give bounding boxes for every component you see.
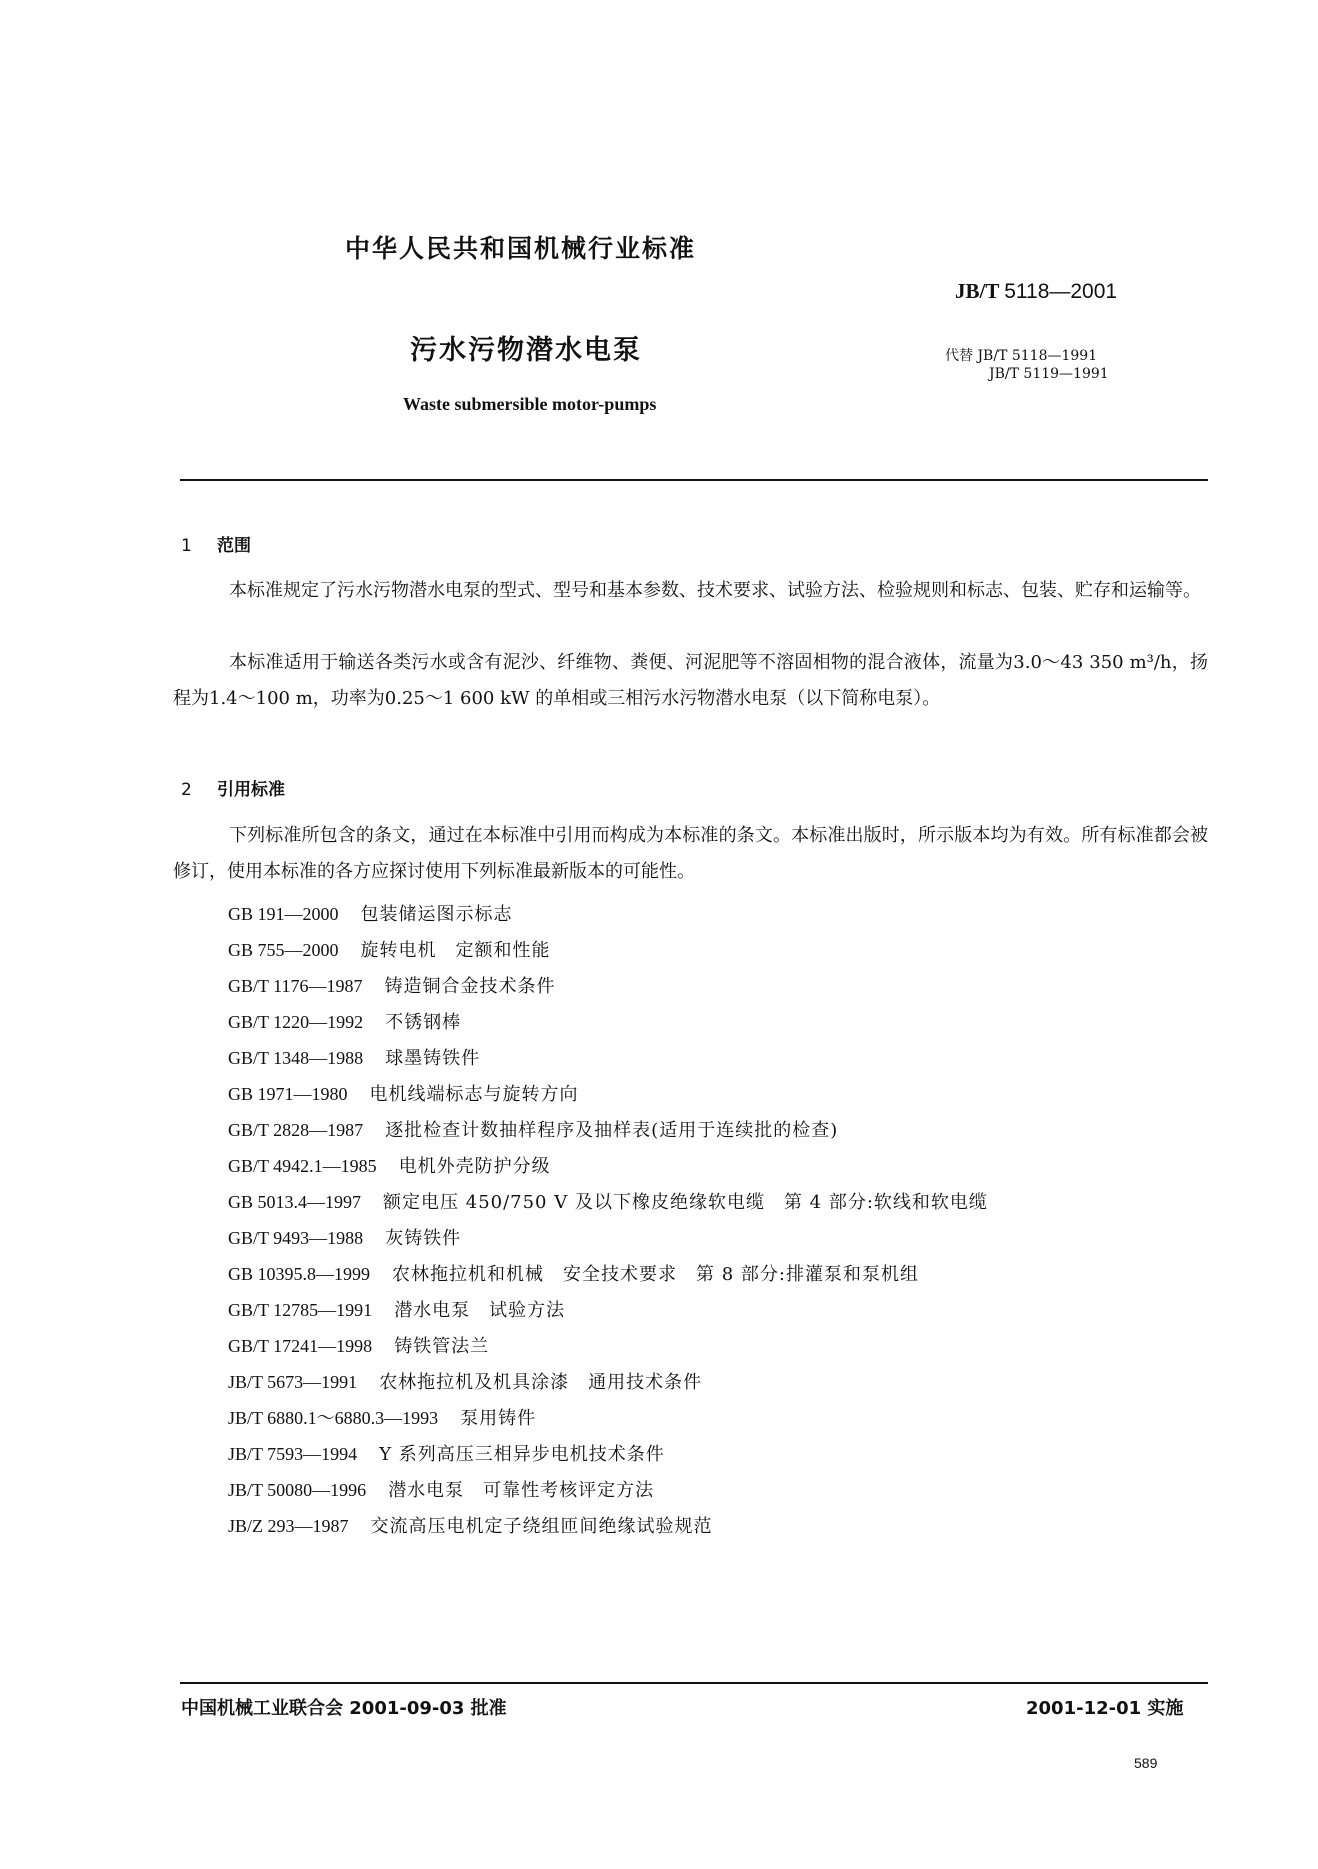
- reference-item: [228, 1040, 988, 1076]
- reference-title: 泵用铸件: [460, 1408, 537, 1429]
- reference-code: GB/T 1220—1992: [228, 1012, 364, 1032]
- section-2-heading: [181, 775, 285, 800]
- reference-item: [228, 1148, 988, 1184]
- section-1-heading: [181, 531, 251, 556]
- document-title: 污水污物潜水电泵: [410, 335, 642, 366]
- reference-title: 潜水电泵 试验方法: [394, 1300, 566, 1321]
- reference-title: 电机外壳防护分级: [398, 1156, 551, 1177]
- section-1-paragraph-2: 本标准适用于输送各类污水或含有泥沙、纤维物、粪便、河泥肥等不溶固相物的混合液体，流量为3.0～43 350 m³/h，扬程为1.4～100 m，功率为0.25～1 600 kW 的单相或三相污水污物潜水电泵（以下简称电泵）。: [173, 652, 1208, 709]
- reference-item: [228, 1400, 988, 1436]
- approval-date: 中国机械工业联合会 2001-09-03 批准: [181, 1698, 507, 1719]
- reference-item: [228, 1472, 988, 1508]
- reference-title: 农林拖拉机和机械 安全技术要求 第 8 部分:排灌泵和泵机组: [392, 1264, 919, 1285]
- reference-code: JB/T 7593—1994: [228, 1444, 358, 1464]
- footer-divider: [180, 1682, 1208, 1684]
- reference-item: [228, 1328, 988, 1364]
- reference-code: JB/T 6880.1～6880.3—1993: [228, 1408, 439, 1428]
- reference-title: 额定电压 450/750 V 及以下橡皮绝缘软电缆 第 4 部分:软线和软电缆: [383, 1192, 988, 1213]
- section-1-paragraph-1: 本标准规定了污水污物潜水电泵的型式、型号和基本参数、技术要求、试验方法、检验规则和标志、包装、贮存和运输等。: [229, 580, 1201, 601]
- reference-code: GB/T 2828—1987: [228, 1120, 364, 1140]
- reference-code: GB/T 12785—1991: [228, 1300, 373, 1320]
- reference-item: [228, 1076, 988, 1112]
- reference-item: [228, 1184, 988, 1220]
- section-1-number: 1: [181, 536, 192, 556]
- page-number: 589: [1134, 1755, 1158, 1771]
- replaces-line-1: 代替 JB/T 5118—1991: [945, 348, 1098, 364]
- reference-title: 球墨铸铁件: [385, 1048, 481, 1069]
- org-title: 中华人民共和国机械行业标准: [345, 234, 697, 263]
- reference-title: 包装储运图示标志: [360, 904, 513, 925]
- standard-prefix: JB/T: [955, 279, 999, 303]
- reference-code: GB/T 1348—1988: [228, 1048, 364, 1068]
- reference-code: GB/T 4942.1—1985: [228, 1156, 377, 1176]
- reference-item: [228, 1508, 988, 1544]
- section-2-number: 2: [181, 780, 192, 800]
- reference-title: 农林拖拉机及机具涂漆 通用技术条件: [379, 1372, 703, 1393]
- reference-item: [228, 932, 988, 968]
- reference-code: JB/T 50080—1996: [228, 1480, 367, 1500]
- reference-code: GB 191—2000: [228, 904, 339, 924]
- reference-item: [228, 1220, 988, 1256]
- reference-code: GB 5013.4—1997: [228, 1192, 362, 1212]
- header-divider: [180, 479, 1208, 481]
- reference-title: 潜水电泵 可靠性考核评定方法: [388, 1480, 655, 1501]
- standard-code: 5118—2001: [1004, 280, 1118, 303]
- english-title: Waste submersible motor-pumps: [403, 394, 657, 414]
- reference-title: 逐批检查计数抽样程序及抽样表(适用于连续批的检查): [385, 1120, 839, 1141]
- reference-title: 不锈钢棒: [385, 1012, 462, 1033]
- replaces-line-2: JB/T 5119—1991: [989, 366, 1109, 382]
- section-1-title: 范围: [217, 536, 251, 556]
- section-2-title: 引用标准: [217, 780, 285, 800]
- implementation-date: 2001-12-01 实施: [1026, 1698, 1184, 1719]
- reference-title: 铸铁管法兰: [394, 1336, 490, 1357]
- section-2-paragraph-1: 下列标准所包含的条文，通过在本标准中引用而构成为本标准的条文。本标准出版时，所示版本均为有效。所有标准都会被修订，使用本标准的各方应探讨使用下列标准最新版本的可能性。: [173, 825, 1208, 882]
- reference-code: GB 755—2000: [228, 940, 339, 960]
- reference-title: Y 系列高压三相异步电机技术条件: [379, 1444, 665, 1465]
- reference-code: GB/T 9493—1988: [228, 1228, 364, 1248]
- reference-code: JB/T 5673—1991: [228, 1372, 358, 1392]
- reference-code: GB/T 1176—1987: [228, 976, 363, 996]
- reference-item: [228, 1112, 988, 1148]
- reference-item: [228, 968, 988, 1004]
- reference-title: 交流高压电机定子绕组匝间绝缘试验规范: [370, 1516, 713, 1537]
- reference-code: GB 10395.8—1999: [228, 1264, 371, 1284]
- reference-code: GB/T 17241—1998: [228, 1336, 373, 1356]
- reference-title: 铸造铜合金技术条件: [384, 976, 556, 997]
- reference-item: [228, 1004, 988, 1040]
- replaces-block: [945, 347, 1109, 383]
- reference-code: JB/Z 293—1987: [228, 1516, 349, 1536]
- reference-list: [228, 896, 988, 1544]
- reference-item: [228, 896, 988, 932]
- reference-item: [228, 1364, 988, 1400]
- reference-code: GB 1971—1980: [228, 1084, 348, 1104]
- reference-item: [228, 1436, 988, 1472]
- standard-number: [955, 279, 1117, 304]
- reference-title: 电机线端标志与旋转方向: [369, 1084, 579, 1105]
- reference-item: [228, 1256, 988, 1292]
- reference-title: 灰铸铁件: [385, 1228, 462, 1249]
- reference-item: [228, 1292, 988, 1328]
- reference-title: 旋转电机 定额和性能: [360, 940, 551, 961]
